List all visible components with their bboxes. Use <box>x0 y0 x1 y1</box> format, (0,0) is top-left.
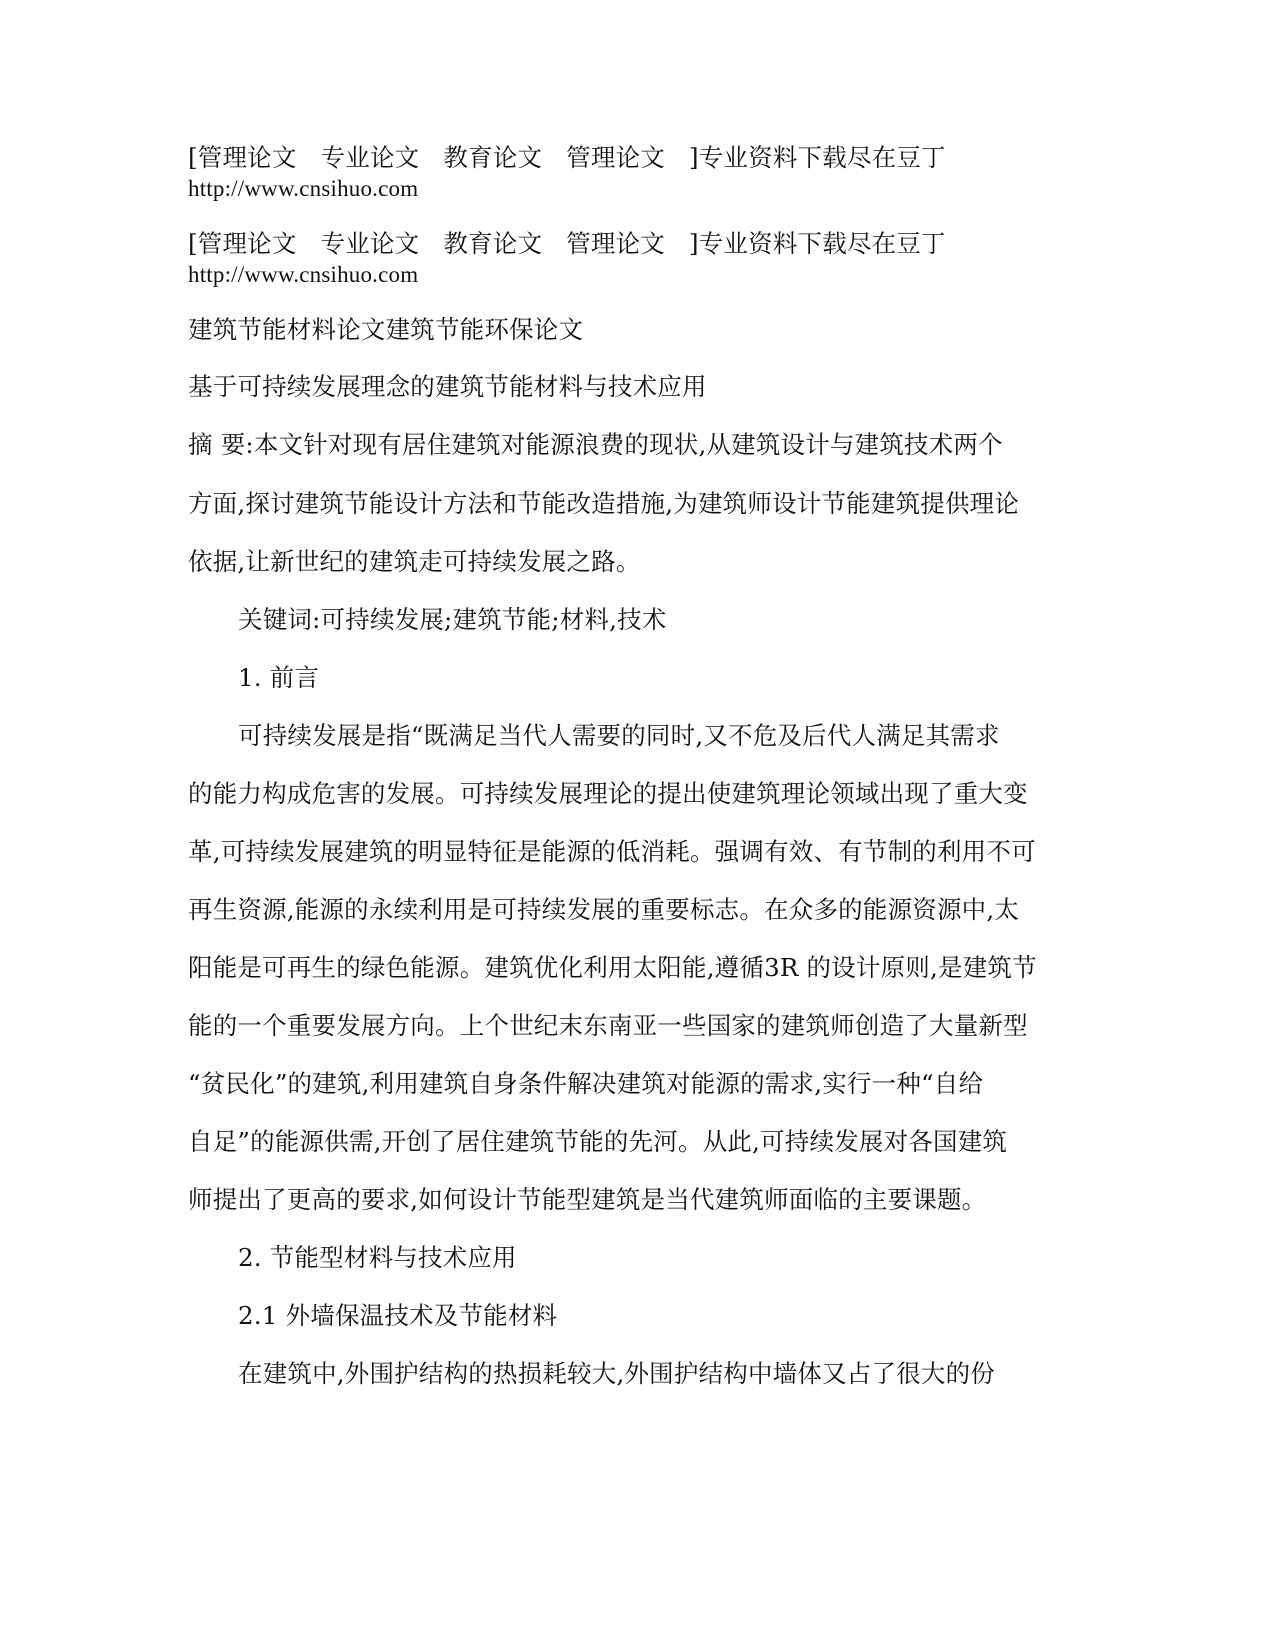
paragraph-line: 在建筑中,外围护结构的热损耗较大,外围护结构中墙体又占了很大的份 <box>238 1359 995 1388</box>
paragraph-line: 能的一个重要发展方向。上个世纪末东南亚一些国家的建筑师创造了大量新型 <box>188 1011 1028 1040</box>
header-link[interactable]: 教育论文 <box>443 229 543 258</box>
header-links-row <box>188 143 946 173</box>
header-url[interactable]: http://www.cnsihuo.com <box>188 176 419 201</box>
paragraph-line: 师提出了更高的要求,如何设计节能型建筑是当代建筑师面临的主要课题。 <box>188 1185 987 1214</box>
paragraph-line: 阳能是可再生的绿色能源。建筑优化利用太阳能,遵循3R 的设计原则,是建筑节 <box>188 953 1037 982</box>
paragraph-line: 可持续发展是指“既满足当代人需要的同时,又不危及后代人满足其需求 <box>238 721 1000 750</box>
paragraph-line: 再生资源,能源的永续利用是可持续发展的重要标志。在众多的能源资源中,太 <box>188 895 1020 924</box>
abstract-line: 摘 要:本文针对现有居住建筑对能源浪费的现状,从建筑设计与建筑技术两个 <box>188 430 1003 459</box>
section-heading: 2. 节能型材料与技术应用 <box>238 1243 517 1272</box>
header-link[interactable]: [管理论文 <box>188 143 297 172</box>
header-url[interactable]: http://www.cnsihuo.com <box>188 262 419 287</box>
header-link[interactable]: ]专业资料下载尽在豆丁 <box>689 229 946 258</box>
paragraph-line: 自足”的能源供需,开创了居住建筑节能的先河。从此,可持续发展对各国建筑 <box>188 1127 1008 1156</box>
header-link[interactable]: 管理论文 <box>566 229 665 258</box>
abstract-line: 依据,让新世纪的建筑走可持续发展之路。 <box>188 547 641 576</box>
header-links-row <box>188 229 946 259</box>
abstract-line: 方面,探讨建筑节能设计方法和节能改造措施,为建筑师设计节能建筑提供理论 <box>188 489 1020 518</box>
header-link[interactable]: ]专业资料下载尽在豆丁 <box>689 143 946 172</box>
paragraph-line: “贫民化”的建筑,利用建筑自身条件解决建筑对能源的需求,实行一种“自给 <box>188 1069 984 1098</box>
header-link[interactable]: 专业论文 <box>320 229 420 258</box>
header-link[interactable]: 专业论文 <box>320 143 420 172</box>
header-link[interactable]: 管理论文 <box>566 143 665 172</box>
subsection-heading: 2.1 外墙保温技术及节能材料 <box>238 1301 558 1330</box>
header-link[interactable]: 教育论文 <box>443 143 543 172</box>
paragraph-line: 的能力构成危害的发展。可持续发展理论的提出使建筑理论领域出现了重大变 <box>188 779 1028 808</box>
section-heading: 1. 前言 <box>238 663 320 692</box>
paragraph-line: 革,可持续发展建筑的明显特征是能源的低消耗。强调有效、有节制的利用不可 <box>188 837 1036 866</box>
keywords: 关键词:可持续发展;建筑节能;材料,技术 <box>238 605 667 634</box>
article-title: 基于可持续发展理念的建筑节能材料与技术应用 <box>188 372 707 401</box>
header-link[interactable]: [管理论文 <box>188 229 297 258</box>
category-title: 建筑节能材料论文建筑节能环保论文 <box>188 315 584 344</box>
